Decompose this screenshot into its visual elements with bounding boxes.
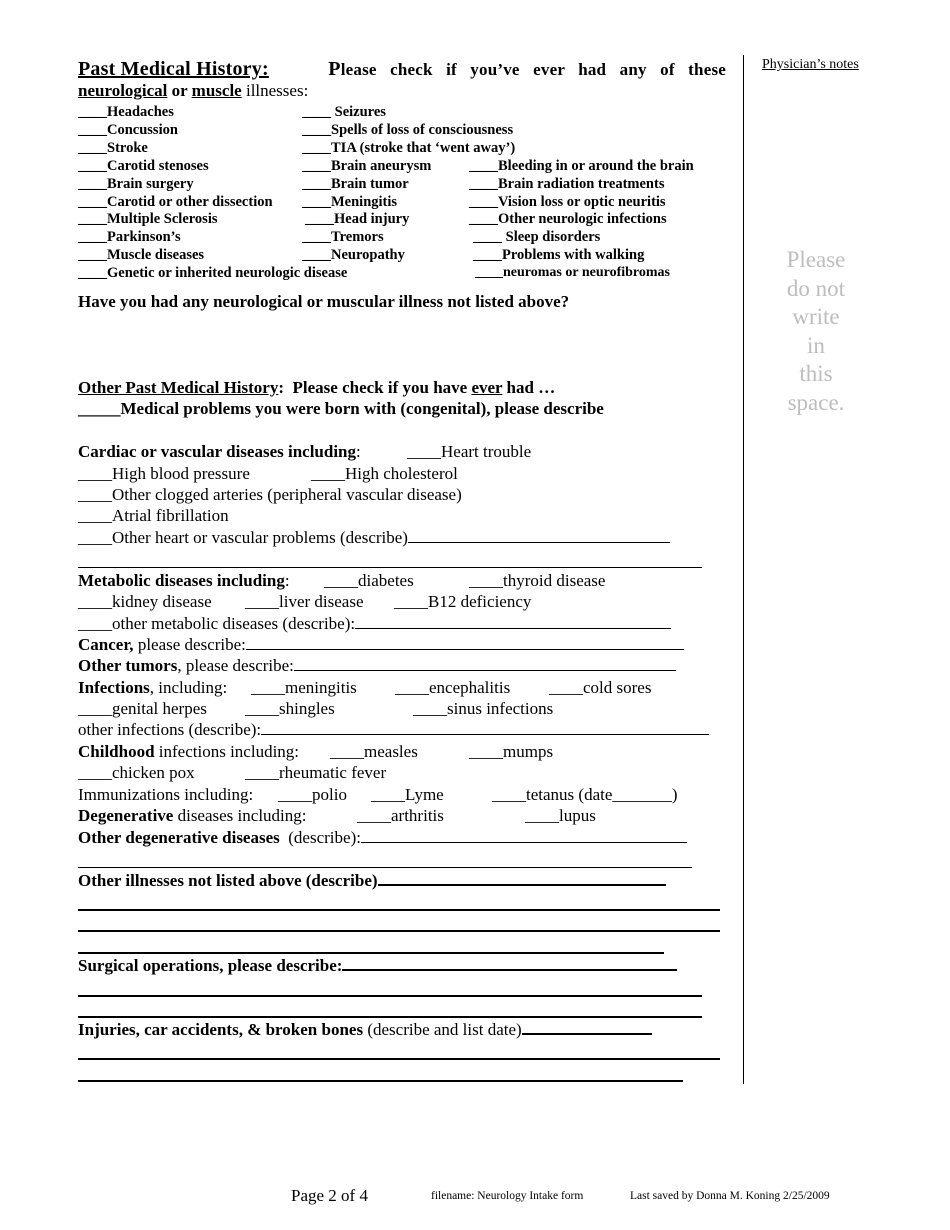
checkbox-carotid-dissection[interactable]: ____Carotid or other dissection xyxy=(78,194,273,210)
checkbox-shingles[interactable]: ____shingles xyxy=(245,699,335,718)
tumors-row xyxy=(78,655,676,677)
injuries-row xyxy=(78,1019,652,1041)
infections-label: Infections xyxy=(78,678,150,697)
checkbox-meningitis-infection[interactable]: ____meningitis xyxy=(251,678,357,697)
childhood-prompt: infections including: xyxy=(154,742,300,761)
other-illnesses-line[interactable] xyxy=(78,909,720,911)
checkbox-multiple-sclerosis[interactable]: ____Multiple Sclerosis xyxy=(78,211,218,227)
do-not-write-notice xyxy=(755,246,877,418)
footer-filename: filename: Neurology Intake form xyxy=(431,1190,584,1202)
checkbox-spells[interactable]: ____Spells of loss of consciousness xyxy=(302,122,514,138)
other-metabolic-field[interactable] xyxy=(355,628,671,629)
cancer-label: Cancer, xyxy=(78,635,134,654)
not-listed-question: Have you had any neurological or muscular illness not listed above? xyxy=(78,292,570,311)
checkbox-seizures[interactable]: ____ Seizures xyxy=(302,104,386,120)
checkbox-cold-sores[interactable]: ____cold sores xyxy=(549,678,652,697)
checkbox-liver[interactable]: ____liver disease xyxy=(245,592,364,611)
infections-prompt: , including: xyxy=(149,678,228,697)
tumors-label: Other tumors xyxy=(78,656,178,675)
checkbox-stroke[interactable]: ____Stroke xyxy=(78,140,148,156)
injuries-prompt: (describe and list date) xyxy=(363,1020,522,1039)
infections-row xyxy=(78,677,227,699)
checkbox-brain-radiation[interactable]: ____Brain radiation treatments xyxy=(469,176,665,192)
footer-last-saved: Last saved by Donna M. Koning 2/25/2009 xyxy=(630,1190,830,1202)
other-history-title: Other Past Medical History xyxy=(78,378,279,397)
checkbox-concussion[interactable]: ____Concussion xyxy=(78,122,178,138)
illnesses-word: illnesses xyxy=(241,81,304,100)
cancer-field[interactable] xyxy=(246,649,684,650)
immunizations-label: Immunizations including: xyxy=(78,785,254,804)
checkbox-brain-aneurysm[interactable]: ____Brain aneurysm xyxy=(302,158,432,174)
checkbox-congenital[interactable]: _____Medical problems you were born with (congenital), please describe xyxy=(78,399,604,418)
checkbox-brain-tumor[interactable]: ____Brain tumor xyxy=(302,176,409,192)
checkbox-tia[interactable]: ____TIA (stroke that ‘went away’) xyxy=(302,140,516,156)
surgical-line[interactable] xyxy=(78,1016,702,1018)
injuries-line[interactable] xyxy=(78,1058,720,1060)
checkbox-vision-loss[interactable]: ____Vision loss or optic neuritis xyxy=(469,194,666,210)
checkbox-diabetes[interactable]: ____diabetes xyxy=(324,571,414,590)
neurological-word: neurological xyxy=(78,81,168,100)
checkbox-kidney[interactable]: ____kidney disease xyxy=(78,592,212,611)
other-infections-field[interactable] xyxy=(261,734,709,735)
checkbox-b12[interactable]: ____B12 deficiency xyxy=(394,592,532,611)
injuries-label: Injuries, car accidents, & broken bones xyxy=(78,1020,364,1039)
surgical-label: Surgical operations, please describe: xyxy=(78,956,343,975)
do-not-write-line: in xyxy=(807,332,825,358)
or-word: or xyxy=(167,81,192,100)
other-degenerative-prompt: (describe): xyxy=(279,828,361,847)
checkbox-head-injury[interactable]: ____Head injury xyxy=(305,211,410,227)
metabolic-row xyxy=(78,570,290,592)
surgical-line[interactable] xyxy=(78,995,702,997)
other-illnesses-line[interactable] xyxy=(78,930,720,932)
degenerative-label: Degenerative xyxy=(78,806,174,825)
checkbox-thyroid[interactable]: ____thyroid disease xyxy=(469,571,606,590)
checkbox-sleep-disorders[interactable]: ____ Sleep disorders xyxy=(473,229,601,245)
physician-notes-title: Physician’s notes xyxy=(762,57,859,72)
checkbox-genital-herpes[interactable]: ____genital herpes xyxy=(78,699,207,718)
checkbox-other-heart[interactable] xyxy=(78,527,670,549)
degenerative-prompt: diseases including: xyxy=(173,806,307,825)
other-degenerative-label: Other degenerative diseases xyxy=(78,828,280,847)
checkbox-meningitis[interactable]: ____Meningitis xyxy=(302,194,398,210)
cardiac-row xyxy=(78,441,361,463)
checkbox-measles[interactable]: ____measles xyxy=(330,742,418,761)
checkbox-polio[interactable]: ____polio xyxy=(278,785,347,804)
degenerative-row xyxy=(78,805,307,827)
tumors-field[interactable] xyxy=(294,670,676,671)
childhood-row xyxy=(78,741,299,763)
checkbox-neuromas[interactable]: ____neuromas or neurofibromas xyxy=(475,265,670,280)
other-illnesses-line[interactable] xyxy=(78,952,664,954)
injuries-line[interactable] xyxy=(78,1080,683,1082)
cardiac-label: Cardiac or vascular diseases including xyxy=(78,442,357,461)
other-illnesses-label: Other illnesses not listed above (describe) xyxy=(78,871,378,890)
checkbox-rheumatic-fever[interactable]: ____rheumatic fever xyxy=(245,763,387,782)
do-not-write-line: write xyxy=(792,304,840,330)
do-not-write-line: Please xyxy=(786,247,846,272)
metabolic-label: Metabolic diseases including xyxy=(78,571,285,590)
checkbox-other-neuro-infections[interactable]: ____Other neurologic infections xyxy=(469,211,667,227)
margin-divider xyxy=(743,55,744,1084)
other-history-instruction: : Please check if you have xyxy=(278,378,472,397)
injuries-field[interactable] xyxy=(522,1033,652,1035)
childhood-label: Childhood xyxy=(78,742,155,761)
other-history-header xyxy=(78,378,555,398)
past-history-intro xyxy=(328,58,726,81)
checkbox-arthritis[interactable]: ____arthritis xyxy=(357,806,444,825)
checkbox-high-cholesterol[interactable]: ____High cholesterol xyxy=(311,464,458,483)
past-history-header xyxy=(78,58,726,81)
checkbox-tetanus[interactable]: ____tetanus (date_______) xyxy=(492,785,678,804)
cardiac-extra-line[interactable] xyxy=(78,567,702,568)
checkbox-muscle-diseases[interactable]: ____Muscle diseases xyxy=(78,247,205,263)
checkbox-brain-surgery[interactable]: ____Brain surgery xyxy=(78,176,194,192)
muscle-word: muscle xyxy=(191,81,242,100)
checkbox-brain-bleeding[interactable]: ____Bleeding in or around the brain xyxy=(469,158,694,174)
cardiac-colon: : xyxy=(356,442,361,461)
other-illnesses-row xyxy=(78,870,666,892)
header-colon: : xyxy=(303,81,309,100)
intro-rest: lease check if you’ve ever had any of these xyxy=(340,60,726,79)
checkbox-carotid-stenoses[interactable]: ____Carotid stenoses xyxy=(78,158,209,174)
do-not-write-line: space. xyxy=(787,389,845,415)
do-not-write-line: this xyxy=(799,361,833,387)
checkbox-sinus[interactable]: ____sinus infections xyxy=(413,699,554,718)
checkbox-heart-trouble[interactable]: ____Heart trouble xyxy=(407,442,532,461)
other-metabolic-label: ____other metabolic diseases (describe): xyxy=(78,614,356,633)
ever-word: ever xyxy=(471,378,503,397)
past-history-title: Past Medical History: xyxy=(78,58,269,80)
checkbox-chicken-pox[interactable]: ____chicken pox xyxy=(78,763,195,782)
surgical-field[interactable] xyxy=(342,969,677,971)
checkbox-mumps[interactable]: ____mumps xyxy=(469,742,554,761)
checkbox-parkinsons[interactable]: ____Parkinson’s xyxy=(78,229,181,245)
checkbox-tremors[interactable]: ____Tremors xyxy=(302,229,384,245)
checkbox-high-blood-pressure[interactable]: ____High blood pressure xyxy=(78,464,250,483)
other-infections-row xyxy=(78,719,709,741)
other-illnesses-field[interactable] xyxy=(378,884,666,886)
checkbox-atrial-fibrillation[interactable]: ____Atrial fibrillation xyxy=(78,506,229,525)
past-history-header-line2 xyxy=(78,81,308,101)
surgical-row xyxy=(78,955,677,977)
checkbox-neuropathy[interactable]: ____Neuropathy xyxy=(302,247,405,263)
checkbox-clogged-arteries[interactable]: ____Other clogged arteries (peripheral vascular disease) xyxy=(78,485,462,504)
checkbox-lupus[interactable]: ____lupus xyxy=(525,806,596,825)
cancer-row xyxy=(78,634,684,656)
degenerative-extra-line[interactable] xyxy=(78,867,692,868)
other-degenerative-row xyxy=(78,827,687,849)
intro-first-letter: P xyxy=(328,58,341,80)
other-degenerative-field[interactable] xyxy=(361,842,687,843)
checkbox-headaches[interactable]: ____Headaches xyxy=(78,104,174,120)
checkbox-other-metabolic[interactable] xyxy=(78,613,671,635)
checkbox-walking-problems[interactable]: ____Problems with walking xyxy=(473,247,645,263)
checkbox-encephalitis[interactable]: ____encephalitis xyxy=(395,678,511,697)
cancer-prompt: please describe: xyxy=(133,635,246,654)
metabolic-colon: : xyxy=(284,571,290,590)
page-number: Page 2 of 4 xyxy=(291,1186,368,1205)
other-heart-label: ____Other heart or vascular problems (describe) xyxy=(78,528,408,547)
checkbox-genetic-disease[interactable]: ____Genetic or inherited neurologic disease xyxy=(78,265,348,281)
other-infections-label: other infections (describe): xyxy=(78,720,262,739)
tumors-prompt: , please describe: xyxy=(177,656,294,675)
checkbox-lyme[interactable]: ____Lyme xyxy=(371,785,444,804)
do-not-write-line: do not xyxy=(786,275,846,301)
had-word: had … xyxy=(502,378,556,397)
other-heart-field[interactable] xyxy=(408,542,670,543)
